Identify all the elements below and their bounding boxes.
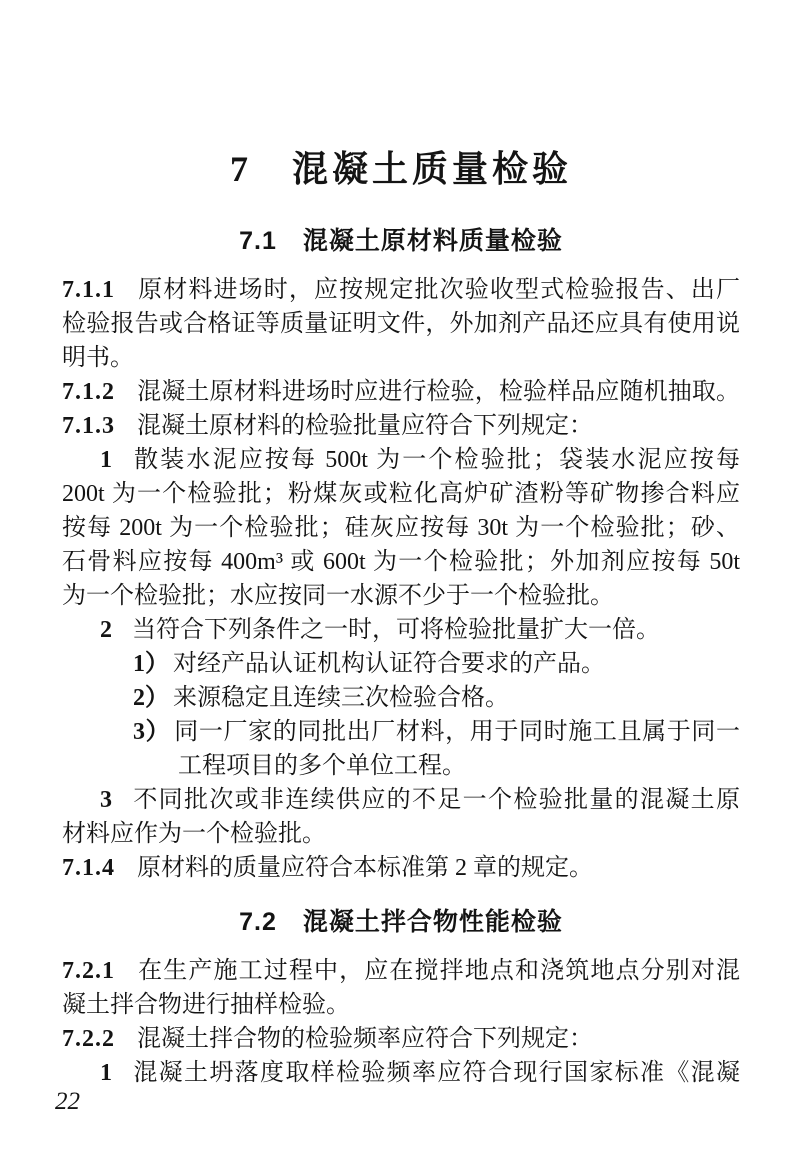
line-text: 200t 为一个检验批；粉煤灰或粒化高炉矿渣粉等矿物掺合料应	[62, 481, 740, 507]
line-text: 为一个检验批；水应按同一水源不少于一个检验批。	[62, 583, 614, 609]
chapter-title: 7 混凝土质量检验	[229, 149, 572, 189]
section-heading-7-2: 7.2 混凝土拌合物性能检验	[239, 908, 563, 936]
line-text: 混凝土坍落度取样检验频率应符合现行国家标准《混凝	[132, 1060, 740, 1086]
line-text: 不同批次或非连续供应的不足一个检验批量的混凝土原	[132, 787, 740, 813]
line-text: 散装水泥应按每 500t 为一个检验批；袋装水泥应按每	[132, 447, 740, 473]
line-text: 当符合下列条件之一时，可将检验批量扩大一倍。	[132, 617, 660, 643]
text-line	[62, 545, 740, 579]
text-line	[62, 1056, 740, 1090]
line-text: 原材料的质量应符合本标准第 2 章的规定。	[137, 855, 593, 881]
text-line	[62, 1022, 740, 1056]
line-text: 同一厂家的同批出厂材料，用于同时施工且属于同一	[174, 719, 740, 745]
clause-number: 7.1.2	[62, 379, 115, 405]
text-line	[62, 613, 740, 647]
line-text: 检验报告或合格证等质量证明文件，外加剂产品还应具有使用说	[62, 311, 740, 337]
text-line	[62, 988, 740, 1022]
text-line	[62, 341, 740, 375]
text-line	[62, 375, 740, 409]
line-text: 凝土拌合物进行抽样检验。	[62, 992, 350, 1018]
section-heading-7-1: 7.1 混凝土原材料质量检验	[239, 227, 563, 255]
clause-number: 1	[100, 447, 112, 473]
text-line	[62, 273, 740, 307]
clause-number: 2）	[133, 685, 169, 711]
clause-number: 1	[100, 1060, 112, 1086]
line-text: 混凝土原材料进场时应进行检验，检验样品应随机抽取。	[137, 379, 740, 405]
page-number: 22	[55, 1088, 80, 1115]
text-line	[62, 715, 740, 749]
clause-number: 3	[100, 787, 112, 813]
line-text: 在生产施工过程中，应在搅拌地点和浇筑地点分别对混	[137, 958, 740, 984]
line-text: 来源稳定且连续三次检验合格。	[173, 685, 509, 711]
clause-number: 7.2.2	[62, 1026, 115, 1052]
text-line	[62, 954, 740, 988]
text-line	[62, 817, 740, 851]
text-line	[62, 783, 740, 817]
line-text: 工程项目的多个单位工程。	[178, 753, 466, 779]
text-line	[62, 579, 740, 613]
text-line	[62, 749, 740, 783]
line-text: 混凝土原材料的检验批量应符合下列规定：	[137, 413, 593, 439]
clause-number: 3）	[133, 719, 171, 745]
text-line	[62, 307, 740, 341]
clause-number: 7.1.1	[62, 277, 115, 303]
line-text: 石骨料应按每 400m³ 或 600t 为一个检验批；外加剂应按每 50t	[62, 549, 740, 575]
text-line	[62, 681, 740, 715]
clause-number: 7.2.1	[62, 958, 115, 984]
text-line	[62, 511, 740, 545]
text-line	[62, 647, 740, 681]
clause-number: 7.1.4	[62, 855, 115, 881]
clause-number: 2	[100, 617, 112, 643]
clause-number: 1）	[133, 651, 169, 677]
clause-number: 7.1.3	[62, 413, 115, 439]
line-text: 材料应作为一个检验批。	[62, 821, 326, 847]
line-text: 混凝土拌合物的检验频率应符合下列规定：	[137, 1026, 593, 1052]
text-line	[62, 477, 740, 511]
line-text: 明书。	[62, 345, 134, 371]
section-body-7-2	[62, 954, 740, 1090]
section-body-7-1	[62, 273, 740, 885]
line-text: 原材料进场时，应按规定批次验收型式检验报告、出厂	[137, 277, 740, 303]
text-line	[62, 443, 740, 477]
text-line	[62, 409, 740, 443]
line-text: 对经产品认证机构认证符合要求的产品。	[173, 651, 605, 677]
line-text: 按每 200t 为一个检验批；硅灰应按每 30t 为一个检验批；砂、	[62, 515, 740, 541]
text-line	[62, 851, 740, 885]
